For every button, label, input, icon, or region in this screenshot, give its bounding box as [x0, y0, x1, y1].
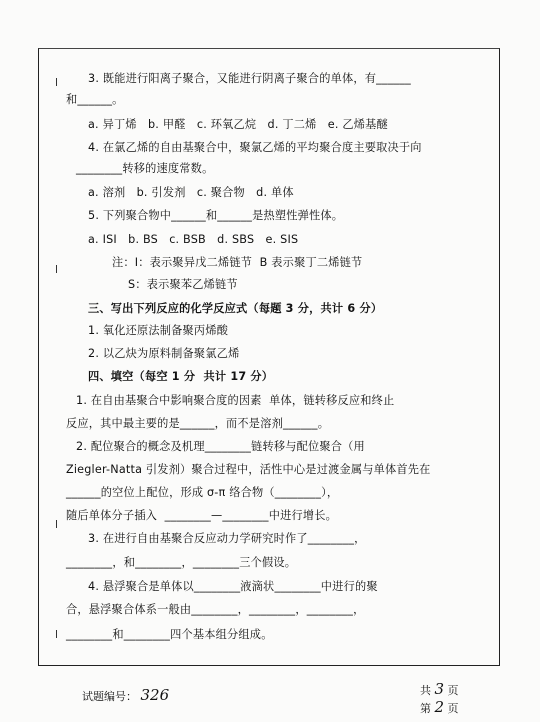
page-total-unit: 页 — [447, 684, 459, 697]
question-4-line-1: 4. 在氯乙烯的自由基聚合中，聚氯乙烯的平均聚合度主要取决于向 — [88, 141, 422, 154]
fill-4-line-2: 合，悬浮聚合体系一般由________，________，________， — [66, 603, 365, 616]
fill-2-line-4: 随后单体分子插入 ________—________中进行增长。 — [66, 509, 338, 522]
fill-2-line-3: ______的空位上配位，形成 σ-π 络合物（________）， — [66, 486, 339, 499]
exam-code-value: 326 — [140, 686, 170, 704]
page-total-value: 3 — [434, 680, 445, 698]
question-5-note-2: S：表示聚苯乙烯链节 — [128, 278, 238, 291]
binding-mark — [56, 265, 57, 273]
fill-2-line-1: 2. 配位聚合的概念及机理________链转移与配位聚合（用 — [76, 440, 365, 453]
question-3-line-1: 3. 既能进行阳离子聚合，又能进行阴离子聚合的单体，有______ — [88, 72, 411, 85]
fill-3-line-2: ________，和________，________三个假设。 — [66, 556, 297, 569]
page-number-unit: 页 — [447, 702, 459, 715]
exam-code-label: 试题编号： — [82, 690, 137, 703]
question-3-line-2: 和______。 — [66, 93, 124, 106]
question-3-options: a. 异丁烯 b. 甲醛 c. 环氧乙烷 d. 丁二烯 e. 乙烯基醚 — [88, 118, 388, 131]
fill-4-line-1: 4. 悬浮聚合是单体以________液滴状________中进行的聚 — [88, 580, 378, 593]
binding-mark — [56, 630, 57, 638]
binding-mark — [56, 78, 57, 86]
exam-code — [82, 686, 169, 704]
page-number-value: 2 — [434, 698, 445, 716]
fill-2-line-2: Ziegler-Natta 引发剂）聚合过程中，活性中心是过渡金属与单体首先在 — [66, 463, 431, 476]
question-5-options: a. ISI b. BS c. BSB d. SBS e. SIS — [88, 233, 299, 246]
page-total — [420, 680, 459, 698]
question-5-note-1: 注：I：表示聚异戊二烯链节 B 表示聚丁二烯链节 — [112, 256, 363, 269]
fill-1-line-1: 1. 在自由基聚合中影响聚合度的因素 单体，链转移反应和终止 — [76, 394, 395, 407]
section-4-heading: 四、填空（每空 1 分 共计 17 分） — [88, 370, 274, 383]
question-4-options: a. 溶剂 b. 引发剂 c. 聚合物 d. 单体 — [88, 186, 294, 199]
fill-3-line-1: 3. 在进行自由基聚合反应动力学研究时作了________， — [88, 532, 366, 545]
page-number — [420, 698, 459, 716]
section-3-item-1: 1. 氧化还原法制备聚丙烯酸 — [88, 324, 229, 337]
binding-mark — [56, 520, 57, 528]
section-3-item-2: 2. 以乙炔为原料制备聚氯乙烯 — [88, 347, 240, 360]
page-number-label: 第 — [420, 702, 431, 715]
fill-4-line-3: ________和________四个基本组分组成。 — [66, 628, 273, 641]
section-3-heading: 三、写出下列反应的化学反应式（每题 3 分，共计 6 分） — [88, 302, 383, 315]
fill-1-line-2: 反应，其中最主要的是______，而不是溶剂______。 — [66, 417, 330, 430]
question-5-line-1: 5. 下列聚合物中______和______是热塑性弹性体。 — [88, 209, 344, 222]
page-total-label: 共 — [420, 684, 431, 697]
question-4-line-2: ________转移的速度常数。 — [76, 162, 214, 175]
